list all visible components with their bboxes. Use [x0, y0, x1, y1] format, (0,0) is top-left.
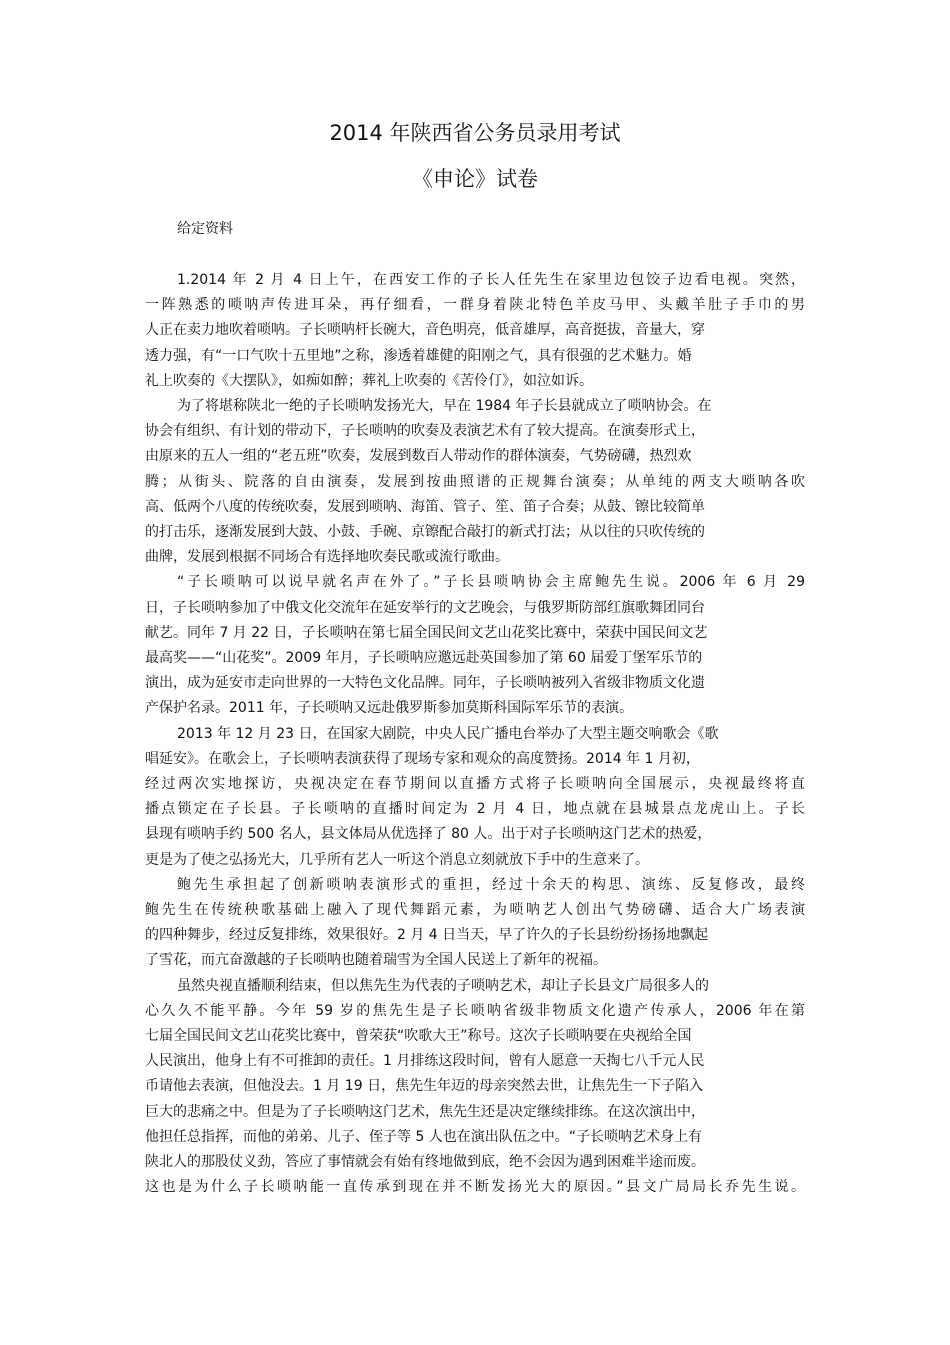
text-line: 鲍先生承担起了创新唢呐表演形式的重担，经过十余天的构思、演练、反复修改，最终 [177, 877, 805, 893]
text-line: 最高奖——“山花奖”。2009 年月，子长唢呐应邀远赴英国参加了第 60 届爱丁堡军乐节的 [145, 650, 703, 666]
text-line: 为了将堪称陕北一绝的子长唢呐发扬光大，早在 1984 年子长县就成立了唢呐协会。在 [177, 398, 712, 414]
text-line: 播点锁定在子长县。子长唢呐的直播时间定为 2 月 4 日，地点就在县城景点龙虎山上。子长 [145, 801, 805, 817]
text-line: 经过两次实地探访，央视决定在春节期间以直播方式将子长唢呐向全国展示，央视最终将直 [145, 776, 805, 792]
text-line: 献艺。同年 7 月 22 日，子长唢呐在第七届全国民间文艺山花奖比赛中，荣获中国民间文艺 [145, 625, 708, 641]
text-line: 2013 年 12 月 23 日，在国家大剧院，中央人民广播电台举办了大型主题交响歌会《歌 [177, 726, 719, 742]
text-line: 高、低两个八度的传统吹奏，发展到唢呐、海笛、管子、笙、笛子合奏；从鼓、镲比较简单 [145, 499, 705, 515]
text-line: 一阵熟悉的唢呐声传进耳朵，再仔细看，一群身着陕北特色羊皮马甲、头戴羊肚子手巾的男 [145, 297, 805, 313]
text-line: 腾；从街头、院落的自由演奏，发展到按曲照谱的正规舞台演奏；从单纯的两支大唢呐各吹 [145, 474, 805, 490]
text-line: 演出，成为延安市走向世界的一大特色文化品牌。同年，子长唢呐被列入省级非物质文化遗 [145, 675, 705, 691]
text-line: “子长唢呐可以说早就名声在外了。”子长县唢呐协会主席鲍先生说。2006 年 6 月 29 [177, 574, 805, 590]
text-line: 这也是为什么子长唢呐能一直传承到现在并不断发扬光大的原因。”县文广局局长乔先生说。 [145, 1179, 805, 1195]
text-line: 虽然央视直播顺利结束，但以焦先生为代表的子唢呐艺术，却让子长县文广局很多人的 [177, 978, 709, 994]
text-line: 他担任总指挥，而他的弟弟、儿子、侄子等 5 人也在演出队伍之中。“子长唢呐艺术身上有 [145, 1129, 703, 1145]
text-line: 曲牌，发展到根据不同场合有选择地吹奏民歌或流行歌曲。 [145, 549, 509, 565]
text-line: 1.2014 年 2 月 4 日上午，在西安工作的子长人任先生在家里边包饺子边看电视。突然， [177, 272, 805, 288]
text-line: 日，子长唢呐参加了中俄文化交流年在延安举行的文艺晚会，与俄罗斯防部红旗歌舞团同台 [145, 600, 705, 616]
text-line: 巨大的悲痛之中。但是为了子长唢呐这门艺术，焦先生还是决定继续排练。在这次演出中， [145, 1104, 705, 1120]
exam-title: 2014 年陕西省公务员录用考试 [329, 121, 621, 145]
text-line: 人正在卖力地吹着唢呐。子长唢呐杆长碗大，音色明亮，低音雄厚，高音挺拔，音量大，穿 [145, 322, 705, 338]
text-line: 更是为了使之弘扬光大，几乎所有艺人一听这个消息立刻就放下手中的生意来了。 [145, 852, 649, 868]
text-line: 透力强，有“一口气吹十五里地”之称，渗透着雄健的阳刚之气，具有很强的艺术魅力。婚 [145, 348, 692, 364]
text-line: 鲍先生在传统秧歌基础上融入了现代舞蹈元素，为唢呐艺人创出气势磅礴、适合大广场表演 [145, 902, 805, 918]
text-line: 协会有组织、有计划的带动下，子长唢呐的吹奏及表演艺术有了较大提高。在演奏形式上， [145, 423, 705, 439]
text-line: 的四种舞步，经过反复排练，效果很好。2 月 4 日当天，早了许久的子长县纷纷扬扬地飘起 [145, 927, 709, 943]
text-line: 唱延安》。在歌会上，子长唢呐表演获得了现场专家和观众的高度赞扬。2014 年 1 月初， [145, 751, 700, 767]
text-line: 由原来的五人一组的“老五班”吹奏，发展到数百人带动作的群体演奏，气势磅礴，热烈欢 [145, 448, 692, 464]
exam-subtitle: 《申论》试卷 [412, 167, 538, 191]
text-line: 陕北人的那股仗义劲，答应了事情就会有始有终地做到底，绝不会因为遇到困难半途而废。 [145, 1154, 705, 1170]
text-line: 七届全国民间文艺山花奖比赛中，曾荣获“吹歌大王”称号。这次子长唢呐要在央视给全国 [145, 1028, 692, 1044]
text-line: 币请他去表演，但他没去。1 月 19 日，焦先生年迈的母亲突然去世，让焦先生一下子陷入 [145, 1078, 704, 1094]
text-line: 产保护名录。2011 年，子长唢呐又远赴俄罗斯参加莫斯科国际军乐节的表演。 [145, 700, 634, 716]
text-line: 县现有唢呐手约 500 名人，县文体局从优选择了 80 人。出于对子长唢呐这门艺术的热爱， [145, 826, 712, 842]
text-line: 了雪花，而亢奋激越的子长唢呐也随着瑞雪为全国人民送上了新年的祝福。 [145, 952, 607, 968]
text-line: 心久久不能平静。今年 59 岁的焦先生是子长唢呐省级非物质文化遗产传承人，2006 年在第 [145, 1003, 805, 1019]
text-line: 的打击乐，逐渐发展到大鼓、小鼓、手碗、京镲配合敲打的新式打法；从以往的只吹传统的 [145, 524, 705, 540]
text-line: 礼上吹奏的《大摆队》，如痴如醉；葬礼上吹奏的《苦伶仃》，如泣如诉。 [145, 373, 593, 389]
text-line: 人民演出，他身上有不可推卸的责任。1 月排练这段时间，曾有人愿意一天掏七八千元人民 [145, 1053, 705, 1069]
section-label: 给定资料 [177, 221, 233, 237]
